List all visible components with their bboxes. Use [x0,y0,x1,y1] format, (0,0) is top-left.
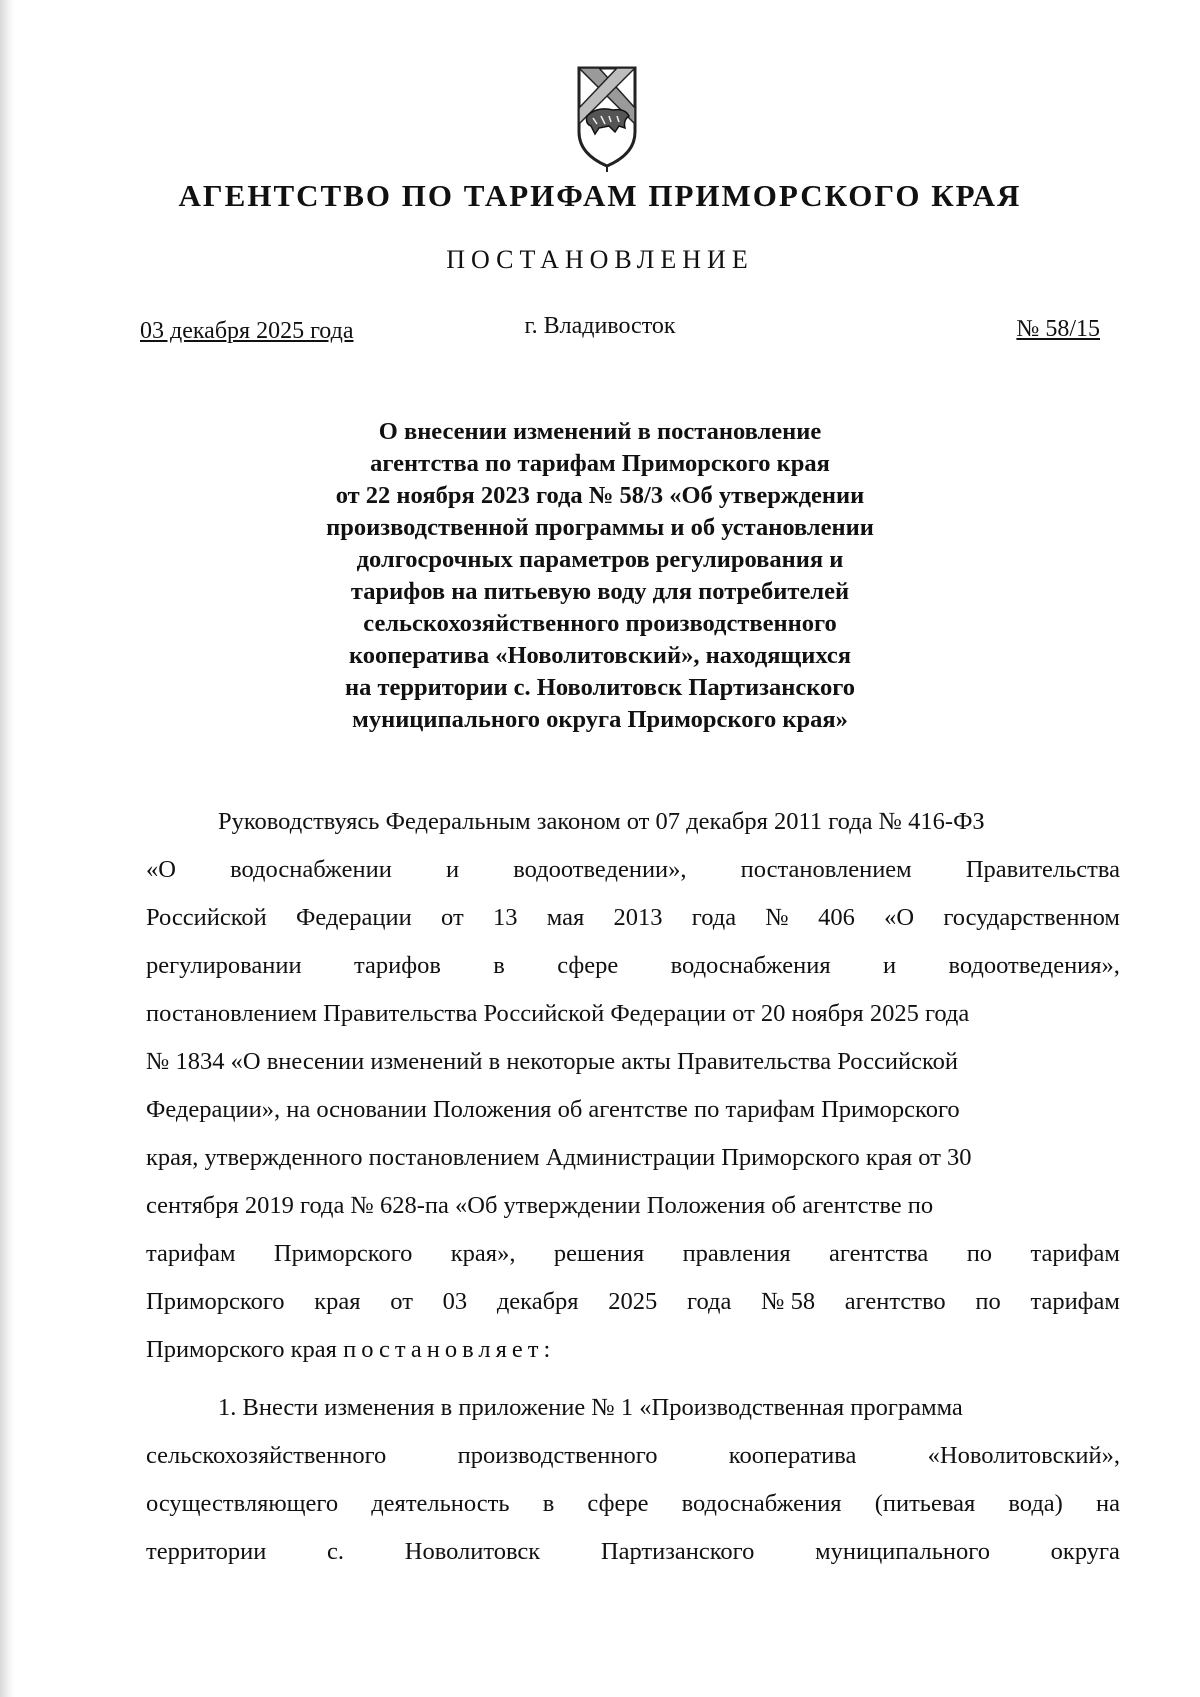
subject-line: агентства по тарифам Приморского края [370,450,830,477]
word: тарифам [1030,1240,1120,1267]
word: агентство [844,1288,946,1315]
subject-line: производственной программы и об установлении [326,514,874,541]
word: 03 [442,1288,468,1315]
word: округа [1050,1538,1120,1565]
word: 406 [818,904,855,931]
word: № 58 [761,1288,816,1315]
subject-line: муниципального округа Приморского края» [352,706,848,733]
word: года [691,904,737,931]
word: Российской [146,904,267,931]
subject-line: сельскохозяйственного производственного [363,610,837,637]
subject-line: от 22 ноября 2023 года № 58/3 «Об утверждении [335,482,865,509]
item-1-paragraph [146,1384,1120,1576]
item-line: 1. Внести изменения в приложение № 1 «Производственная программа [218,1394,963,1421]
word: мая [546,904,585,931]
word: водоснабжения [681,1490,842,1517]
preamble-line: Руководствуясь Федеральным законом от 07 декабря 2011 года № 416-ФЗ [218,808,985,835]
word: водоснабжения [670,952,831,979]
word: муниципального [815,1538,990,1565]
word: № [765,904,789,931]
word: вода) [1008,1490,1063,1517]
word: «О [146,856,176,883]
document-type: ПОСТАНОВЛЕНИЕ [446,245,754,274]
word: декабря [496,1288,579,1315]
preamble-line [146,1278,1120,1326]
preamble-line: сентября 2019 года № 628-па «Об утверждении Положения об агентстве по [146,1192,934,1219]
word: с. [327,1538,345,1565]
word: регулировании [146,952,302,979]
document-date: 03 декабря 2025 года [140,318,354,344]
primorsky-krai-coat-of-arms-icon [573,62,641,174]
preamble-line: Федерации», на основании Положения об агентстве по тарифам Приморского [146,1096,960,1123]
word: года [687,1288,732,1315]
word: агентства [829,1240,929,1267]
word: правления [682,1240,791,1267]
word: водоснабжении [230,856,392,883]
preamble-paragraph [146,798,1120,1374]
preamble-line [146,1230,1120,1278]
document-city: г. Владивосток [524,313,676,339]
document-number: № 58/15 [1016,316,1100,342]
word: на [1095,1490,1120,1517]
word: сфере [587,1490,649,1517]
preamble-line [146,846,1120,894]
word: сельскохозяйственного [146,1442,387,1469]
word: и [882,952,897,979]
item-line [146,1528,1120,1576]
word: и [445,856,460,883]
preamble-line [146,942,1120,990]
preamble-text: Приморского края [146,1336,344,1363]
word: Федерации [296,904,412,931]
preamble-line: постановлением Правительства Российской Федерации от 20 ноября 2025 года [146,1000,970,1027]
word: производственного [457,1442,658,1469]
word: от [390,1288,413,1315]
word: Новолитовск [404,1538,541,1565]
agency-title: АГЕНТСТВО ПО ТАРИФАМ ПРИМОРСКОГО КРАЯ [178,178,1022,213]
word: водоотведении», [513,856,687,883]
word: тарифам [1030,1288,1120,1315]
subject-line: О внесении изменений в постановление [378,418,822,445]
word: Приморского [273,1240,413,1267]
word: решения [553,1240,645,1267]
word: в [542,1490,555,1517]
preamble-line [146,1326,1120,1374]
word: (питьевая [874,1490,976,1517]
word: постановлением [740,856,912,883]
word: осуществляющего [146,1490,339,1517]
word: 2013 [613,904,663,931]
item-line [146,1432,1120,1480]
word: 2025 [608,1288,658,1315]
word: Партизанского [600,1538,755,1565]
word: по [966,1240,993,1267]
word: водоотведения», [948,952,1120,979]
word: «Новолитовский», [927,1442,1120,1469]
subject-line: на территории с. Новолитовск Партизанского [344,674,856,701]
item-line [146,1480,1120,1528]
subject-line: долгосрочных параметров регулирования и [356,546,844,573]
preamble-line: № 1834 «О внесении изменений в некоторые акты Правительства Российской [146,1048,959,1075]
word: 13 [492,904,518,931]
word: края», [450,1240,516,1267]
word: в [493,952,505,979]
preamble-line: края, утвержденного постановлением Администрации Приморского края от 30 [146,1144,972,1171]
resolves-word: постановляет: [343,1336,556,1363]
word: по [975,1288,1001,1315]
word: Приморского [146,1288,285,1315]
word: сфере [557,952,619,979]
word: края [314,1288,361,1315]
document-subject [0,416,1200,736]
word: от [441,904,464,931]
word: тарифов [354,952,441,979]
word: «О [884,904,915,931]
word: деятельность [371,1490,510,1517]
word: территории [146,1538,267,1565]
word: государственном [943,904,1120,931]
word: тарифам [146,1240,236,1267]
subject-line: кооператива «Новолитовский», находящихся [348,642,852,669]
subject-line: тарифов на питьевую воду для потребителей [350,578,850,605]
word: Правительства [965,856,1120,883]
word: кооператива [728,1442,857,1469]
preamble-line [146,894,1120,942]
